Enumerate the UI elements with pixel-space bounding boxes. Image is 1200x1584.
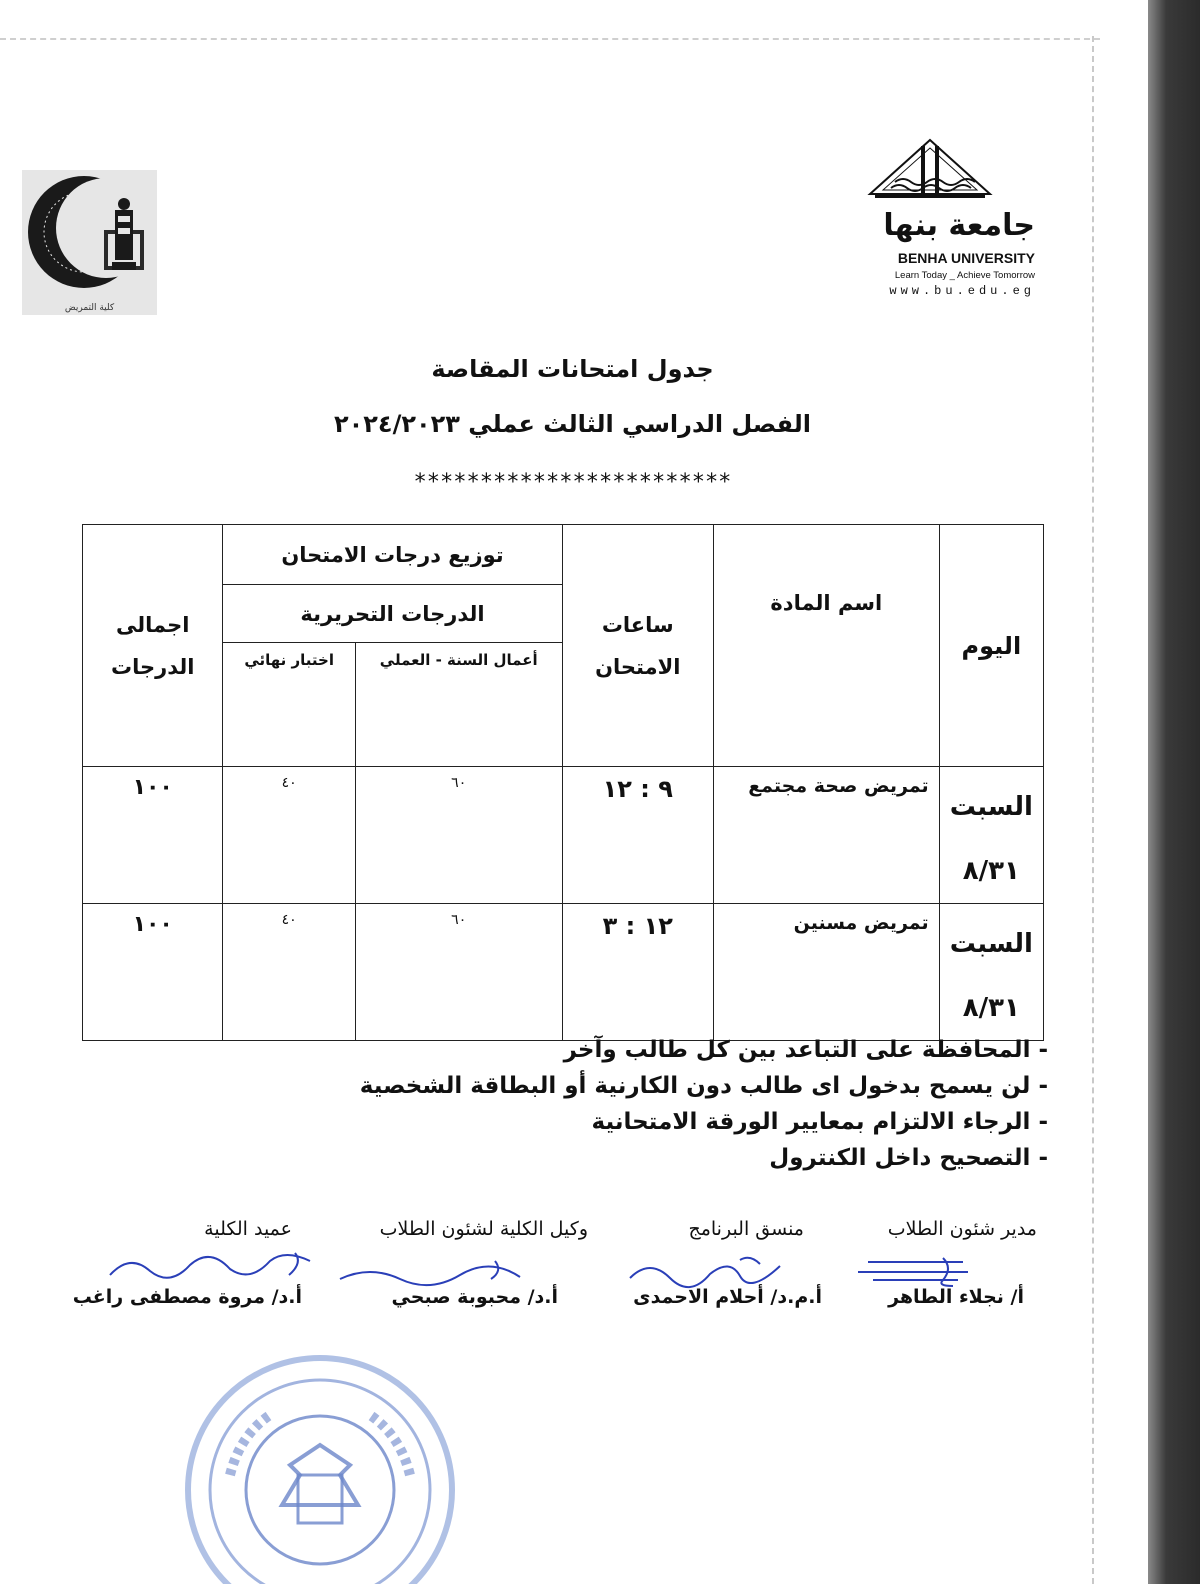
header-year-work-practical: أعمال السنة - العملي	[355, 643, 562, 767]
faculty-of-nursing-logo	[22, 170, 157, 315]
university-website: www.bu.edu.eg	[889, 284, 1035, 298]
signatory-role-vice-dean: وكيل الكلية لشئون الطلاب	[379, 1218, 588, 1240]
row-date: ٨/٣١	[962, 993, 1020, 1023]
university-name-arabic: جامعة بنها	[883, 208, 1035, 243]
signature-scribble-icon	[620, 1250, 790, 1290]
header-exam-hours-line1: ساعات	[601, 612, 674, 637]
signatory-name-dean: أ.د/ مروة مصطفى راغب	[72, 1286, 302, 1308]
table-row	[83, 767, 1044, 904]
header-total-line2: الدرجات	[111, 654, 195, 679]
header-exam-hours-line2: الامتحان	[595, 654, 681, 679]
table-row	[83, 904, 1044, 1041]
row-year-work-grade: ٦٠	[355, 904, 562, 1041]
row-final-grade: ٤٠	[223, 904, 355, 1041]
semester-subtitle: الفصل الدراسي الثالث عملي ٢٠٢٤/٢٠٢٣	[333, 410, 811, 438]
header-grade-distribution: توزيع درجات الامتحان	[223, 525, 562, 585]
row-year-work-grade: ٦٠	[355, 767, 562, 904]
crescent-tower-icon	[22, 170, 157, 300]
exam-instructions	[360, 1032, 1048, 1176]
header-total-grades	[83, 525, 223, 767]
row-day-name: السبت	[949, 929, 1033, 959]
row-total-grade: ١٠٠	[83, 904, 223, 1041]
instruction-item: - لن يسمح بدخول اى طالب دون الكارنية أو البطاقة الشخصية	[359, 1073, 1048, 1099]
paper-right-edge	[1092, 36, 1100, 1584]
header-total-line1: اجمالى	[116, 612, 190, 637]
star-separator: ************************	[413, 470, 732, 495]
signatory-name-student-affairs-manager: أ/ نجلاء الطاهر	[888, 1286, 1024, 1308]
pyramid-emblem-icon	[865, 138, 995, 200]
row-total-grade: ١٠٠	[83, 767, 223, 904]
signatory-name-program-coordinator: أ.م.د/ أحلام الاحمدى	[633, 1286, 822, 1308]
header-final-exam: اختبار نهائي	[223, 643, 355, 767]
signature-scribble-icon	[848, 1250, 978, 1290]
row-day	[939, 904, 1043, 1041]
scanner-shadow	[1148, 0, 1200, 1584]
header-exam-hours	[562, 525, 713, 767]
row-exam-hours: ٩ : ١٢	[562, 767, 713, 904]
signatory-role-program-coordinator: منسق البرنامج	[688, 1218, 804, 1240]
paper-top-edge	[0, 38, 1100, 40]
row-exam-hours: ١٢ : ٣	[562, 904, 713, 1041]
benha-university-logo	[820, 138, 1035, 303]
university-name-english: BENHA UNIVERSITY	[897, 250, 1035, 266]
header-subject: اسم المادة	[713, 525, 939, 767]
row-day	[939, 767, 1043, 904]
signatory-name-vice-dean: أ.د/ محبوبة صبحي	[391, 1286, 558, 1308]
signature-scribble-icon	[330, 1255, 530, 1290]
exam-schedule-table	[82, 524, 1044, 1041]
row-subject: تمريض صحة مجتمع	[713, 767, 939, 904]
header-written-grades: الدرجات التحريرية	[223, 585, 562, 643]
header-day: اليوم	[939, 525, 1043, 767]
instruction-item: - المحافظة على التباعد بين كل طالب وآخر	[563, 1037, 1048, 1063]
university-slogan: Learn Today _ Achieve Tomorrow	[894, 270, 1035, 281]
official-seal-stamp-icon	[180, 1355, 460, 1584]
row-final-grade: ٤٠	[223, 767, 355, 904]
instruction-item: - التصحيح داخل الكنترول	[769, 1145, 1048, 1171]
instruction-item: - الرجاء الالتزام بمعايير الورقة الامتحانية	[591, 1109, 1048, 1135]
signature-scribble-icon	[100, 1245, 330, 1285]
row-day-name: السبت	[949, 792, 1033, 822]
signatory-role-dean: عميد الكلية	[204, 1218, 292, 1240]
table-header-row	[83, 525, 1044, 585]
row-date: ٨/٣١	[962, 856, 1020, 886]
signatory-role-student-affairs-manager: مدير شئون الطلاب	[887, 1218, 1037, 1240]
document-title: جدول امتحانات المقاصة	[431, 355, 714, 383]
row-subject: تمريض مسنين	[713, 904, 939, 1041]
faculty-logo-caption: كلية التمريض	[64, 303, 115, 313]
